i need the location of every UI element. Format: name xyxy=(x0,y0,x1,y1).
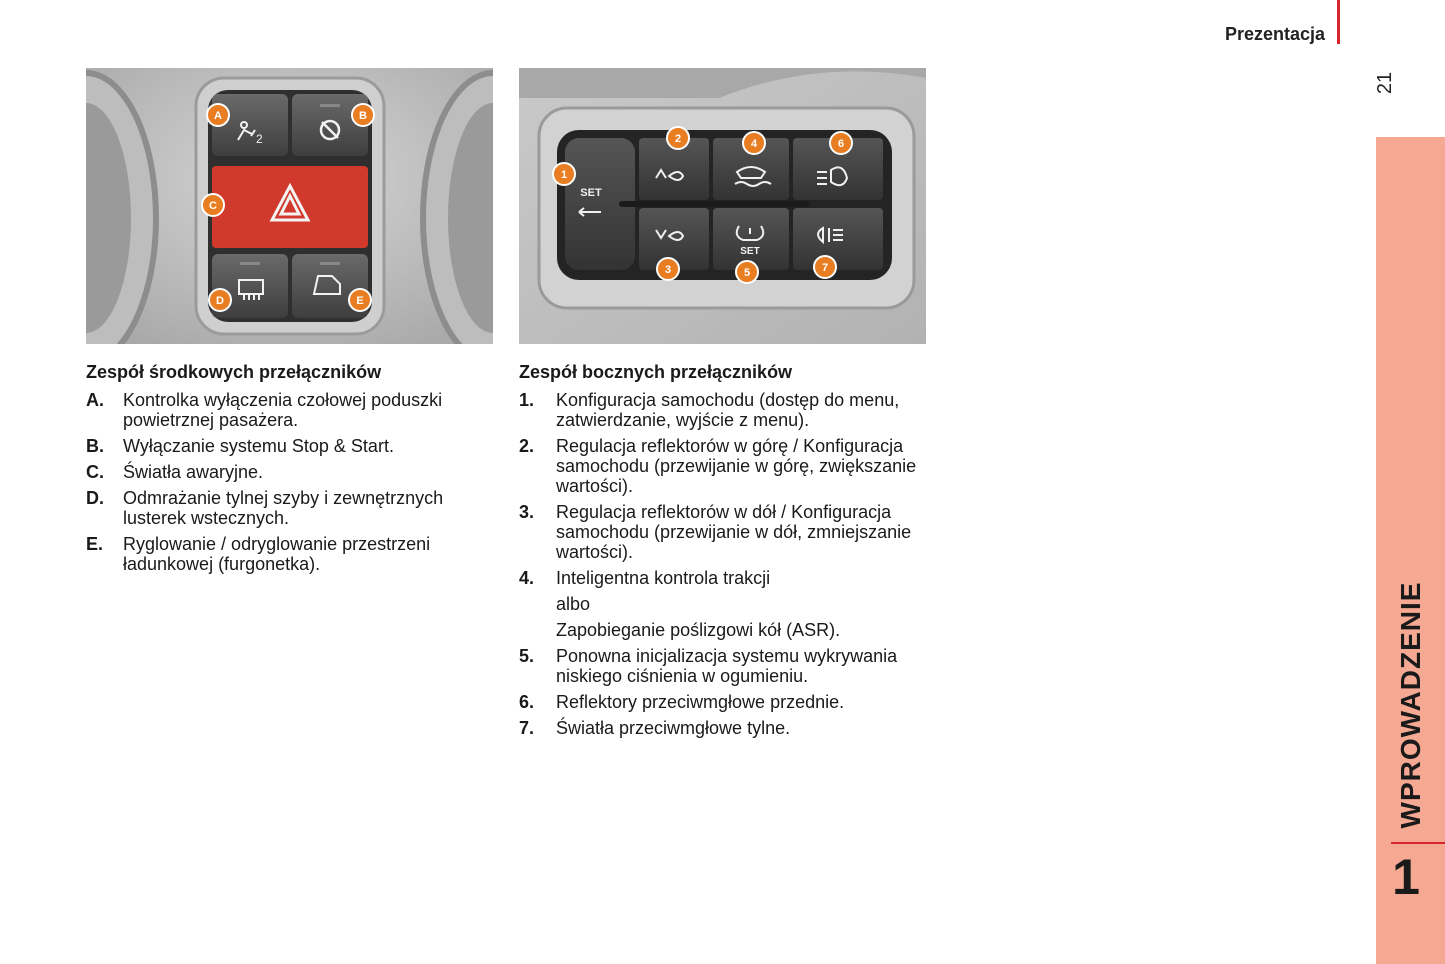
list-item: 5. Ponowna inicjalizacja systemu wykrywania niskiego ciśnienia w ogumieniu. xyxy=(519,646,898,686)
chapter-tab-divider xyxy=(1391,842,1445,844)
svg-text:2: 2 xyxy=(256,132,263,146)
set-label: SET xyxy=(580,187,602,199)
side-switch-panel-figure xyxy=(519,68,926,344)
list-item: D. Odmrażanie tylnej szyby i zewnętrznych lusterek wstecznych. xyxy=(86,488,444,528)
tpms-set-label: SET xyxy=(740,246,760,257)
list-item: C. Światła awaryjne. xyxy=(86,462,264,482)
list-item: 1. Konfiguracja samochodu (dostęp do menu, zatwierdzanie, wyjście z menu). xyxy=(519,390,900,430)
callout-2: 2 xyxy=(674,133,682,145)
list-item-or: albo xyxy=(556,594,591,614)
callout-1: 1 xyxy=(560,169,568,181)
list-item: 4. Inteligentna kontrola trakcji xyxy=(519,568,771,588)
callout-b: B xyxy=(359,110,367,122)
callout-e: E xyxy=(356,295,364,307)
list-item: A. Kontrolka wyłączenia czołowej poduszki powietrznej pasażera. xyxy=(86,390,443,430)
central-switches-title: Zespół środkowych przełączników xyxy=(86,362,382,382)
callout-a: A xyxy=(214,110,222,122)
callout-c: C xyxy=(209,200,217,212)
chapter-side-tab xyxy=(1376,137,1445,964)
header-accent-bar xyxy=(1337,0,1340,44)
central-switch-panel-figure xyxy=(86,68,493,344)
callout-4: 4 xyxy=(750,138,758,150)
list-item: 7. Światła przeciwmgłowe tylne. xyxy=(519,718,791,738)
callout-7: 7 xyxy=(821,262,829,274)
chapter-number: 1 xyxy=(1392,849,1420,905)
callout-3: 3 xyxy=(664,264,672,276)
callout-5: 5 xyxy=(743,267,751,279)
callout-6: 6 xyxy=(837,138,845,150)
list-item: B. Wyłączanie systemu Stop & Start. xyxy=(86,436,394,456)
side-switches-section xyxy=(519,360,929,744)
list-item: 3. Regulacja reflektorów w dół / Konfiguracja samochodu (przewijanie w dół, zmniejszanie wartości). xyxy=(519,502,912,562)
list-item: E. Ryglowanie / odryglowanie przestrzeni ładunkowej (furgonetka). xyxy=(86,534,431,574)
central-switches-section xyxy=(86,360,496,580)
page-number: 21 xyxy=(1374,71,1396,95)
list-item-alternative: Zapobieganie poślizgowi kół (ASR). xyxy=(556,620,841,640)
list-item: 6. Reflektory przeciwmgłowe przednie. xyxy=(519,692,845,712)
list-item: 2. Regulacja reflektorów w górę / Konfiguracja samochodu (przewijanie w górę, zwiększanie wartości). xyxy=(519,436,917,496)
side-switches-title: Zespół bocznych przełączników xyxy=(519,362,793,382)
callout-d: D xyxy=(216,295,224,307)
page-header-title: Prezentacja xyxy=(1224,24,1325,44)
chapter-tab-label: WPROWADZENIE xyxy=(1394,581,1426,829)
